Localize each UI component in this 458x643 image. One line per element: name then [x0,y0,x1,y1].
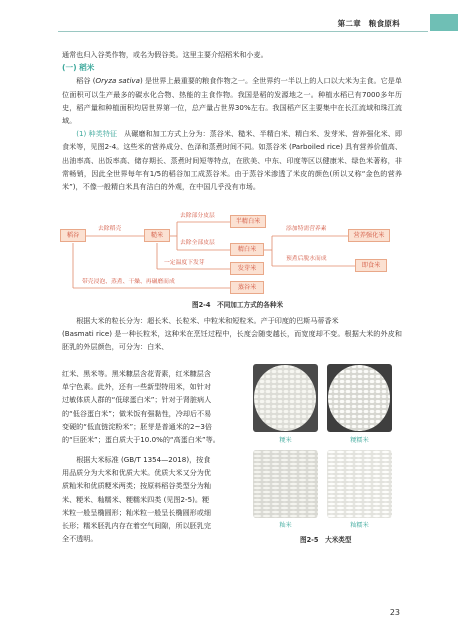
line: 米粒一般呈椭圆形；籼米粒一般呈长椭圆形或细 [62,507,211,517]
photo-label-indica-glutinous: 籼糯米 [350,522,369,529]
standard-text [62,453,248,545]
node-parboiled: 蒸谷米 [230,281,264,294]
node-fortified: 营养强化米 [348,229,390,242]
line: 红米、黑米等。黑米糠层含花青素，红米糠层含 [62,369,211,378]
header-color-tab [430,14,458,31]
line: 全不透明。 [62,534,98,544]
header-divider [58,31,428,32]
line: 长形；糯米胚乳内存在着空气间隙，所以胚乳完 [62,521,211,531]
label-full-bran: 去除全部皮层 [180,240,215,246]
node-paddy: 稻谷 [60,229,86,242]
line: 的“低谷蛋白米”；做米饭有强黏性，冷却后不易 [62,408,212,418]
intro-paragraph: 通常也归入谷类作物，或名为假谷类。这里主要介绍稻米和小麦。 [62,50,268,59]
node-white-rice: 精白米 [230,243,264,256]
rice-photo-indica-glutinous [327,450,392,518]
types-paragraph [62,127,402,193]
page-header [0,0,458,40]
types-text: 从碾磨和加工方式上分为：蒸谷米、糙米、半精白米、精白米、发芽米、营养强化米、即食米等，见图2-4。这些米的营养成分、色泽和蒸煮时间不同。如蒸谷米 (Parboiled rice) 具有营养价值高、出油率高、出饭率高、储存期长、蒸煮时间短等特点，在欧美、中东、印度等区以健康米、绿色米著称，非常畅销，因此全世界每年有1/5的稻谷加工成蒸谷米。由于蒸谷米渗透了米皮的颜色(所以又称“金色的营养米”)，不像一般精白米具有洁白的外观，在中国几乎没有市场。 [62,129,402,192]
line: 米、粳米、籼糯米、粳糯米四类 (见图2-5)。粳 [62,494,210,504]
line: 根据大米标准 (GB/T 1354—2018)，按食 [76,455,211,464]
rice-text-a: 稻谷 ( [76,76,96,86]
label-partial-bran: 去除部分皮层 [180,213,215,219]
photo-label-indica: 籼米 [279,522,292,529]
line: 过敏体质人群的“低球蛋白米”；针对于肾脏病人 [62,395,212,405]
rice-paragraph [62,74,402,127]
figure-2-5-caption: 图2-5 大米类型 [300,536,352,544]
page-number: 23 [389,608,400,617]
top-text-block [62,48,402,193]
line: 质籼米和优质粳米两类；按原料稻谷类型分为籼 [62,481,211,491]
processing-flowchart [60,212,390,294]
node-brown-rice: 糙米 [144,229,170,242]
label-dehull: 去除稻壳 [98,226,122,232]
photo-label-japonica-glutinous: 粳糯米 [350,437,369,444]
node-instant: 即食米 [355,259,387,272]
chapter-title: 第二章 粮食原料 [337,19,400,28]
figure-2-4-caption: 图2-4 不同加工方式的各种米 [192,301,284,309]
node-germinated: 发芽米 [230,262,264,275]
latin-name: Oryza sativa [95,76,140,86]
label-parboil-process: 带壳浸泡、蒸煮、干燥、再碾磨而成 [82,279,175,285]
section-heading-rice: (一) 稻米 [62,63,95,73]
node-half-milled: 半精白米 [230,215,266,228]
label-precook: 预煮后脱水而成 [286,256,327,262]
rice-photo-indica [253,450,318,518]
photo-label-japonica: 粳米 [279,437,292,444]
special-rice-text [62,367,248,446]
line: 的“巨胚米”；蛋白质大于10.0%的“高蛋白米”等。 [62,435,220,445]
grain-length-text-b: (Basmati rice) 是一种长粒米，这种米在烹饪过程中，长度会随变越长，而宽度却不变。根据大米的外皮和胚乳的外层颜色，可分为：白米、 [62,329,402,352]
rice-photo-japonica [253,364,318,432]
sub-heading-types: (1) 种类特征 [76,129,118,139]
line: 用品质分为大米和优质大米。优质大米又分为优 [62,468,211,478]
rice-text-b: ) 是世界上最重要的粮食作物之一。全世界约一半以上的人口以大米为主食。它是单位面积可以生产最多的碳水化合物、热能的主食作物。我国是稻的发源地之一。种植水稻已有7000多年历史，稻产量和种植面积均居世界第一位，总产量占世界30%左右。我国稻产区主要集中在长江流域和珠江流域。 [62,76,402,126]
line: 单宁色素。此外，还有一些新型特用米，如针对 [62,382,211,392]
grain-length-text-a: 根据大米的粒长分为：超长米、长粒米、中粒米和短粒米。产于印度的巴斯马蒂香米 [76,316,339,325]
grain-length-paragraph [62,314,402,354]
rice-photo-japonica-glutinous [327,364,392,432]
label-germinate: 一定温度下发芽 [164,260,205,266]
line: 变硬的“低直链淀粉米”；胚芽是普通米的2~3倍 [62,421,213,431]
label-add-nutrients: 添加特需营养素 [286,226,327,232]
